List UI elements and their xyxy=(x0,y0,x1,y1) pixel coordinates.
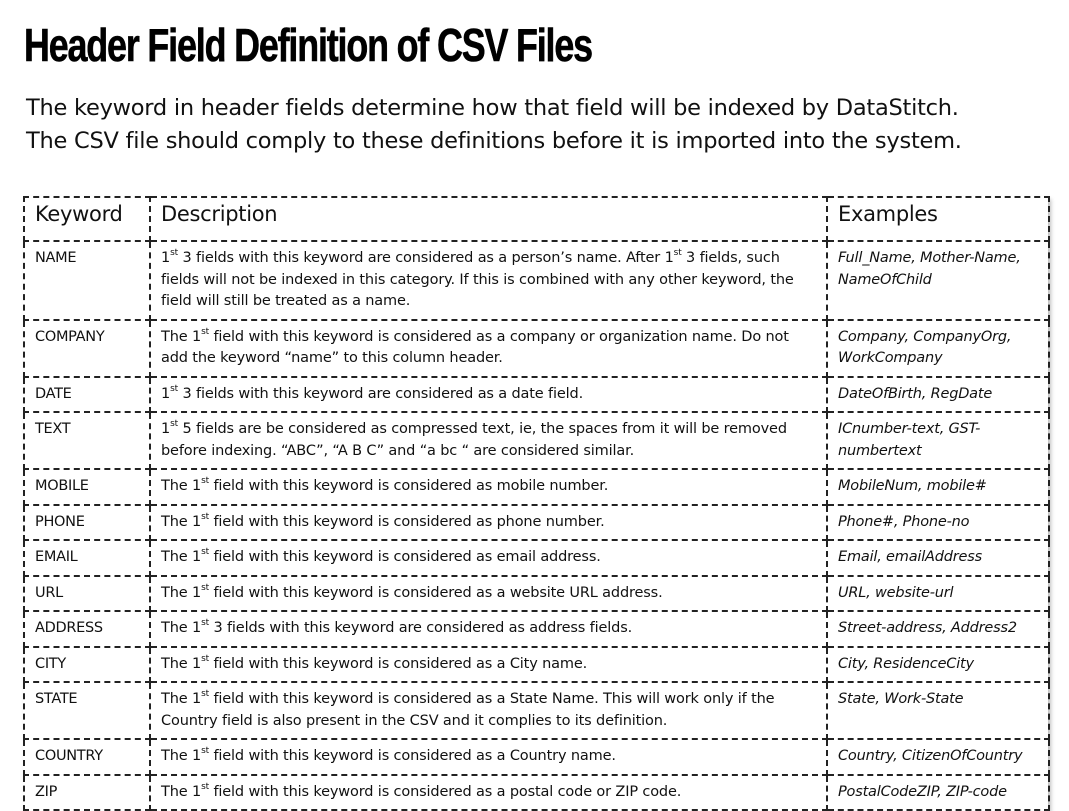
description-text: 3 fields, such fields will not be indexed in this category. If this is combined with any other keyword, the field will still be treated as a name. xyxy=(161,250,794,309)
ordinal-suffix: st xyxy=(201,326,209,337)
keyword-cell: COMPANY xyxy=(24,320,150,377)
description-cell xyxy=(150,469,827,505)
table-header-row xyxy=(24,197,1049,241)
definitions-table xyxy=(23,196,1050,811)
keyword-cell: EMAIL xyxy=(24,540,150,576)
table-row xyxy=(24,320,1049,377)
ordinal-suffix: st xyxy=(201,746,209,757)
table-row xyxy=(24,469,1049,505)
description-cell xyxy=(150,540,827,576)
ordinal-suffix: st xyxy=(170,419,178,430)
description-text: 3 fields with this keyword are considered as address fields. xyxy=(208,620,633,636)
ordinal-suffix: st xyxy=(201,689,209,700)
description-text: field with this keyword is considered as a Country name. xyxy=(208,748,616,764)
description-text: The 1 xyxy=(161,748,202,764)
examples-cell: Full_Name, Mother-Name, NameOfChild xyxy=(827,241,1049,320)
keyword-cell: COUNTRY xyxy=(24,739,150,775)
ordinal-suffix: st xyxy=(201,511,209,522)
examples-cell: URL, website-url xyxy=(827,576,1049,612)
description-text: field with this keyword is considered as a State Name. This will work only if the Country field is also present in the CSV and it complies to its definition. xyxy=(161,691,775,729)
table-row xyxy=(24,739,1049,775)
description-text: 1 xyxy=(161,250,171,266)
table-row xyxy=(24,377,1049,413)
examples-column-header: Examples xyxy=(827,197,1049,241)
examples-cell: City, ResidenceCity xyxy=(827,647,1049,683)
examples-cell: Email, emailAddress xyxy=(827,540,1049,576)
page-title: Header Field Definition of CSV Files xyxy=(24,19,592,71)
description-cell xyxy=(150,505,827,541)
description-text: 3 fields with this keyword are considered as a person’s name. After 1 xyxy=(178,250,674,266)
description-text: The 1 xyxy=(161,620,202,636)
table-body xyxy=(24,241,1049,810)
description-cell xyxy=(150,647,827,683)
intro-paragraph xyxy=(26,92,1056,158)
description-text: 1 xyxy=(161,421,171,437)
keyword-cell: TEXT xyxy=(24,412,150,469)
ordinal-suffix: st xyxy=(201,582,209,593)
description-text: 5 fields are be considered as compressed text, ie, the spaces from it will be removed before indexing. “ABC”, “A B C” and “a bc “ are considered similar. xyxy=(161,421,787,459)
description-cell xyxy=(150,241,827,320)
ordinal-suffix: st xyxy=(201,781,209,792)
description-text: 3 fields with this keyword are considered as a date field. xyxy=(178,385,584,402)
table-row xyxy=(24,647,1049,683)
description-cell xyxy=(150,377,827,413)
ordinal-suffix: st xyxy=(201,653,209,664)
description-cell xyxy=(150,576,827,612)
description-text: 1 xyxy=(161,385,171,402)
ordinal-suffix: st xyxy=(201,476,209,487)
examples-cell: Phone#, Phone-no xyxy=(827,505,1049,541)
table-row xyxy=(24,611,1049,647)
description-text: field with this keyword is considered as phone number. xyxy=(208,513,605,530)
keyword-cell: ADDRESS xyxy=(24,611,150,647)
description-text: field with this keyword is considered as a company or organization name. Do not add the keyword “name” to this column header. xyxy=(161,328,789,366)
examples-cell: Company, CompanyOrg, WorkCompany xyxy=(827,320,1049,377)
description-text: The 1 xyxy=(161,783,202,800)
table-row xyxy=(24,682,1049,739)
table-row xyxy=(24,505,1049,541)
description-text: field with this keyword is considered as a website URL address. xyxy=(208,584,663,601)
examples-cell: Street-address, Address2 xyxy=(827,611,1049,647)
description-cell xyxy=(150,739,827,775)
keyword-cell: STATE xyxy=(24,682,150,739)
keyword-cell: DATE xyxy=(24,377,150,413)
examples-cell: State, Work-State xyxy=(827,682,1049,739)
description-text: field with this keyword is considered as email address. xyxy=(208,549,601,565)
ordinal-suffix: st xyxy=(673,248,682,259)
description-text: The 1 xyxy=(161,328,202,345)
keyword-column-header: Keyword xyxy=(24,197,150,241)
description-text: The 1 xyxy=(161,691,202,707)
description-text: The 1 xyxy=(161,549,202,565)
description-cell xyxy=(150,412,827,469)
keyword-cell: NAME xyxy=(24,241,150,320)
examples-cell: DateOfBirth, RegDate xyxy=(827,377,1049,413)
table-row xyxy=(24,540,1049,576)
keyword-cell: URL xyxy=(24,576,150,612)
description-text: field with this keyword is considered as a postal code or ZIP code. xyxy=(208,783,682,800)
keyword-cell: PHONE xyxy=(24,505,150,541)
description-text: The 1 xyxy=(161,478,202,494)
table-row xyxy=(24,412,1049,469)
examples-cell: ICnumber-text, GST-numbertext xyxy=(827,412,1049,469)
description-cell xyxy=(150,320,827,377)
ordinal-suffix: st xyxy=(170,248,178,259)
description-text: field with this keyword is considered as a City name. xyxy=(208,655,588,672)
table-row xyxy=(24,775,1049,811)
examples-cell: Country, CitizenOfCountry xyxy=(827,739,1049,775)
definitions-table-container xyxy=(23,196,1048,811)
keyword-cell: MOBILE xyxy=(24,469,150,505)
intro-line: The keyword in header fields determine how that field will be indexed by DataStitch. xyxy=(26,95,959,121)
description-cell xyxy=(150,682,827,739)
ordinal-suffix: st xyxy=(201,618,209,629)
ordinal-suffix: st xyxy=(170,383,178,394)
description-column-header: Description xyxy=(150,197,827,241)
table-row xyxy=(24,576,1049,612)
description-text: The 1 xyxy=(161,513,202,530)
description-text: field with this keyword is considered as mobile number. xyxy=(208,478,609,494)
keyword-cell: ZIP xyxy=(24,775,150,811)
keyword-cell: CITY xyxy=(24,647,150,683)
examples-cell: MobileNum, mobile# xyxy=(827,469,1049,505)
description-text: The 1 xyxy=(161,584,202,601)
description-cell xyxy=(150,775,827,811)
table-row xyxy=(24,241,1049,320)
description-cell xyxy=(150,611,827,647)
examples-cell: PostalCodeZIP, ZIP-code xyxy=(827,775,1049,811)
intro-line: The CSV file should comply to these definitions before it is imported into the system. xyxy=(26,128,962,154)
description-text: The 1 xyxy=(161,655,202,672)
ordinal-suffix: st xyxy=(201,547,209,558)
